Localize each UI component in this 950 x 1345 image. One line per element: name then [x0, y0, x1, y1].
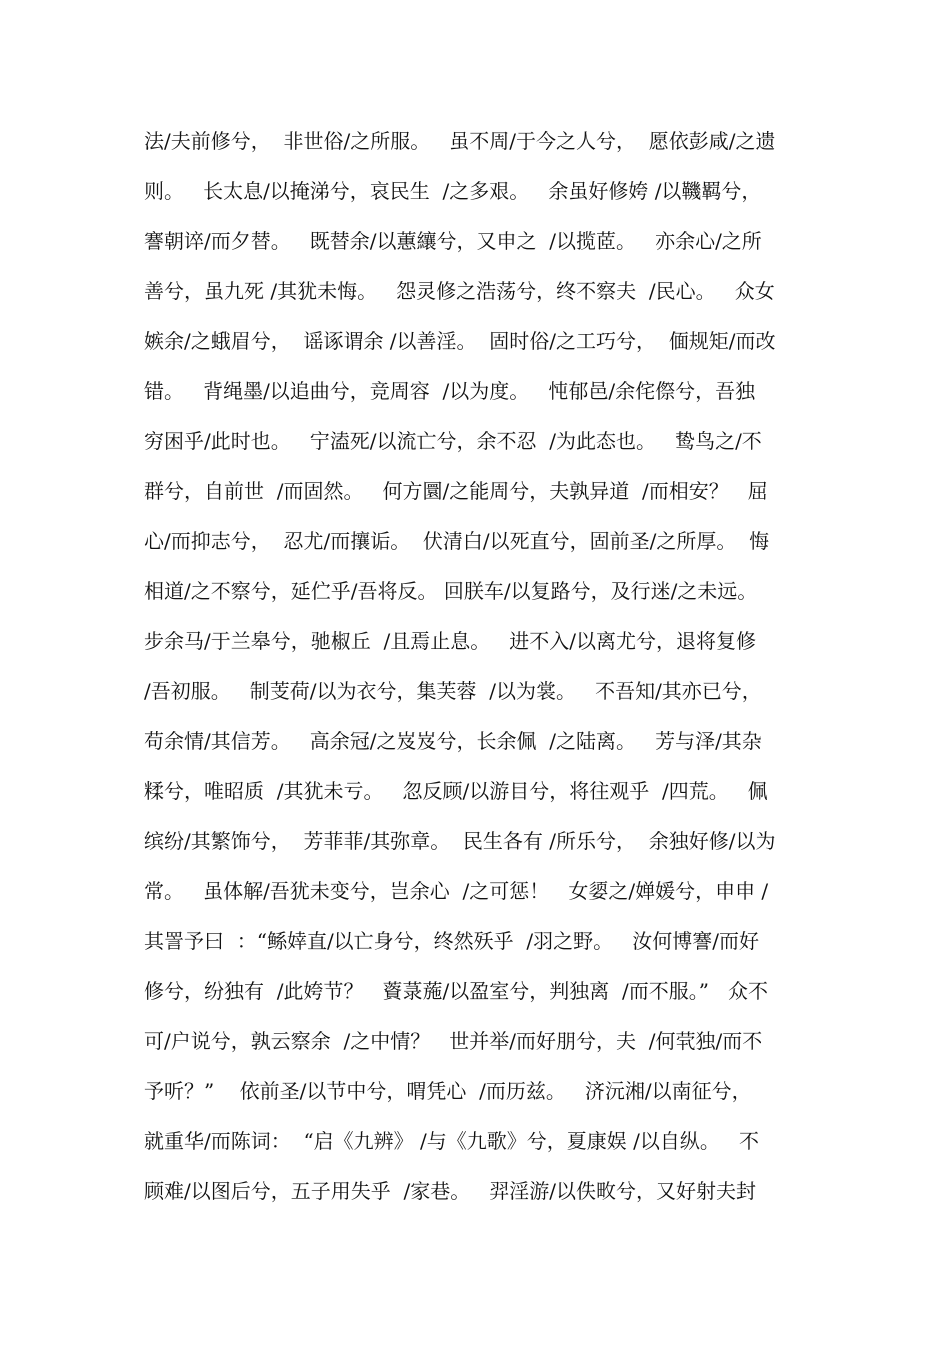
text-line: 则。 长太息/以掩涕兮，哀民生 /之多艰。 余虽好修姱 /以鞿羁兮， — [144, 179, 762, 203]
text-line: 予听？” 依前圣/以节中兮，喟凭心 /而历兹。 济沅湘/以南征兮， — [144, 1079, 752, 1103]
text-line: 可/户说兮，孰云察余 /之中情？ 世并举/而好朋兮，夫 /何茕独/而不 — [144, 1029, 763, 1053]
text-line: 穷困乎/此时也。 宁溘死/以流亡兮，余不忍 /为此态也。 鸷鸟之/不 — [144, 429, 762, 453]
text-line: 群兮，自前世 /而固然。 何方圜/之能周兮，夫孰异道 /而相安？ 屈 — [144, 479, 768, 503]
text-line: 糅兮，唯昭质 /其犹未亏。 忽反顾/以游目兮，将往观乎 /四荒。 佩 — [144, 779, 768, 803]
text-line: /吾初服。 制芰荷/以为衣兮，集芙蓉 /以为裳。 不吾知/其亦已兮， — [144, 679, 762, 703]
text-line: 顾难/以图后兮，五子用失乎 /家巷。 羿淫游/以佚畋兮，又好射夫封 — [144, 1179, 757, 1203]
text-line: 心/而抑志兮， 忍尤/而攘诟。 伏清白/以死直兮，固前圣/之所厚。 悔 — [144, 529, 770, 553]
text-line: 謇朝谇/而夕替。 既替余/以蕙纕兮，又申之 /以揽茝。 亦余心/之所 — [144, 229, 762, 253]
text-line: 缤纷/其繁饰兮， 芳菲菲/其弥章。 民生各有 /所乐兮， 余独好修/以为 — [144, 829, 776, 853]
text-line: 苟余情/其信芳。 高余冠/之岌岌兮，长余佩 /之陆离。 芳与泽/其杂 — [144, 729, 762, 753]
text-line: 错。 背绳墨/以追曲兮，竞周容 /以为度。 忳郁邑/余侘傺兮，吾独 — [144, 379, 756, 403]
text-line: 法/夫前修兮， 非世俗/之所服。 虽不周/于今之人兮， 愿依彭咸/之遗 — [144, 129, 776, 153]
text-line: 就重华/而陈词： “启《九辨》 /与《九歌》兮，夏康娱 /以自纵。 不 — [144, 1129, 759, 1153]
text-line: 步余马/于兰皋兮，驰椒丘 /且焉止息。 进不入/以离尤兮，退将复修 — [144, 629, 757, 653]
text-line: 相道/之不察兮，延伫乎/吾将反。 回朕车/以复路兮，及行迷/之未远。 — [144, 579, 758, 603]
text-line: 常。 虽体解/吾犹未变兮，岂余心 /之可惩！ 女媭之/婵媛兮，申申 / — [144, 879, 769, 903]
text-line: 善兮，虽九死 /其犹未悔。 怨灵修之浩荡兮，终不察夫 /民心。 众女 — [144, 279, 775, 303]
text-line: 嫉余/之蛾眉兮， 谣诼谓余 /以善淫。 固时俗/之工巧兮， 偭规矩/而改 — [144, 329, 776, 353]
text-line: 其詈予曰 ：“鲧婞直/以亡身兮，终然殀乎 /羽之野。 汝何博謇/而好 — [144, 929, 759, 953]
text-line: 修兮，纷独有 /此姱节？ 薋菉葹/以盈室兮，判独离 /而不服。” 众不 — [144, 979, 769, 1003]
poem-text — [144, 119, 844, 1219]
